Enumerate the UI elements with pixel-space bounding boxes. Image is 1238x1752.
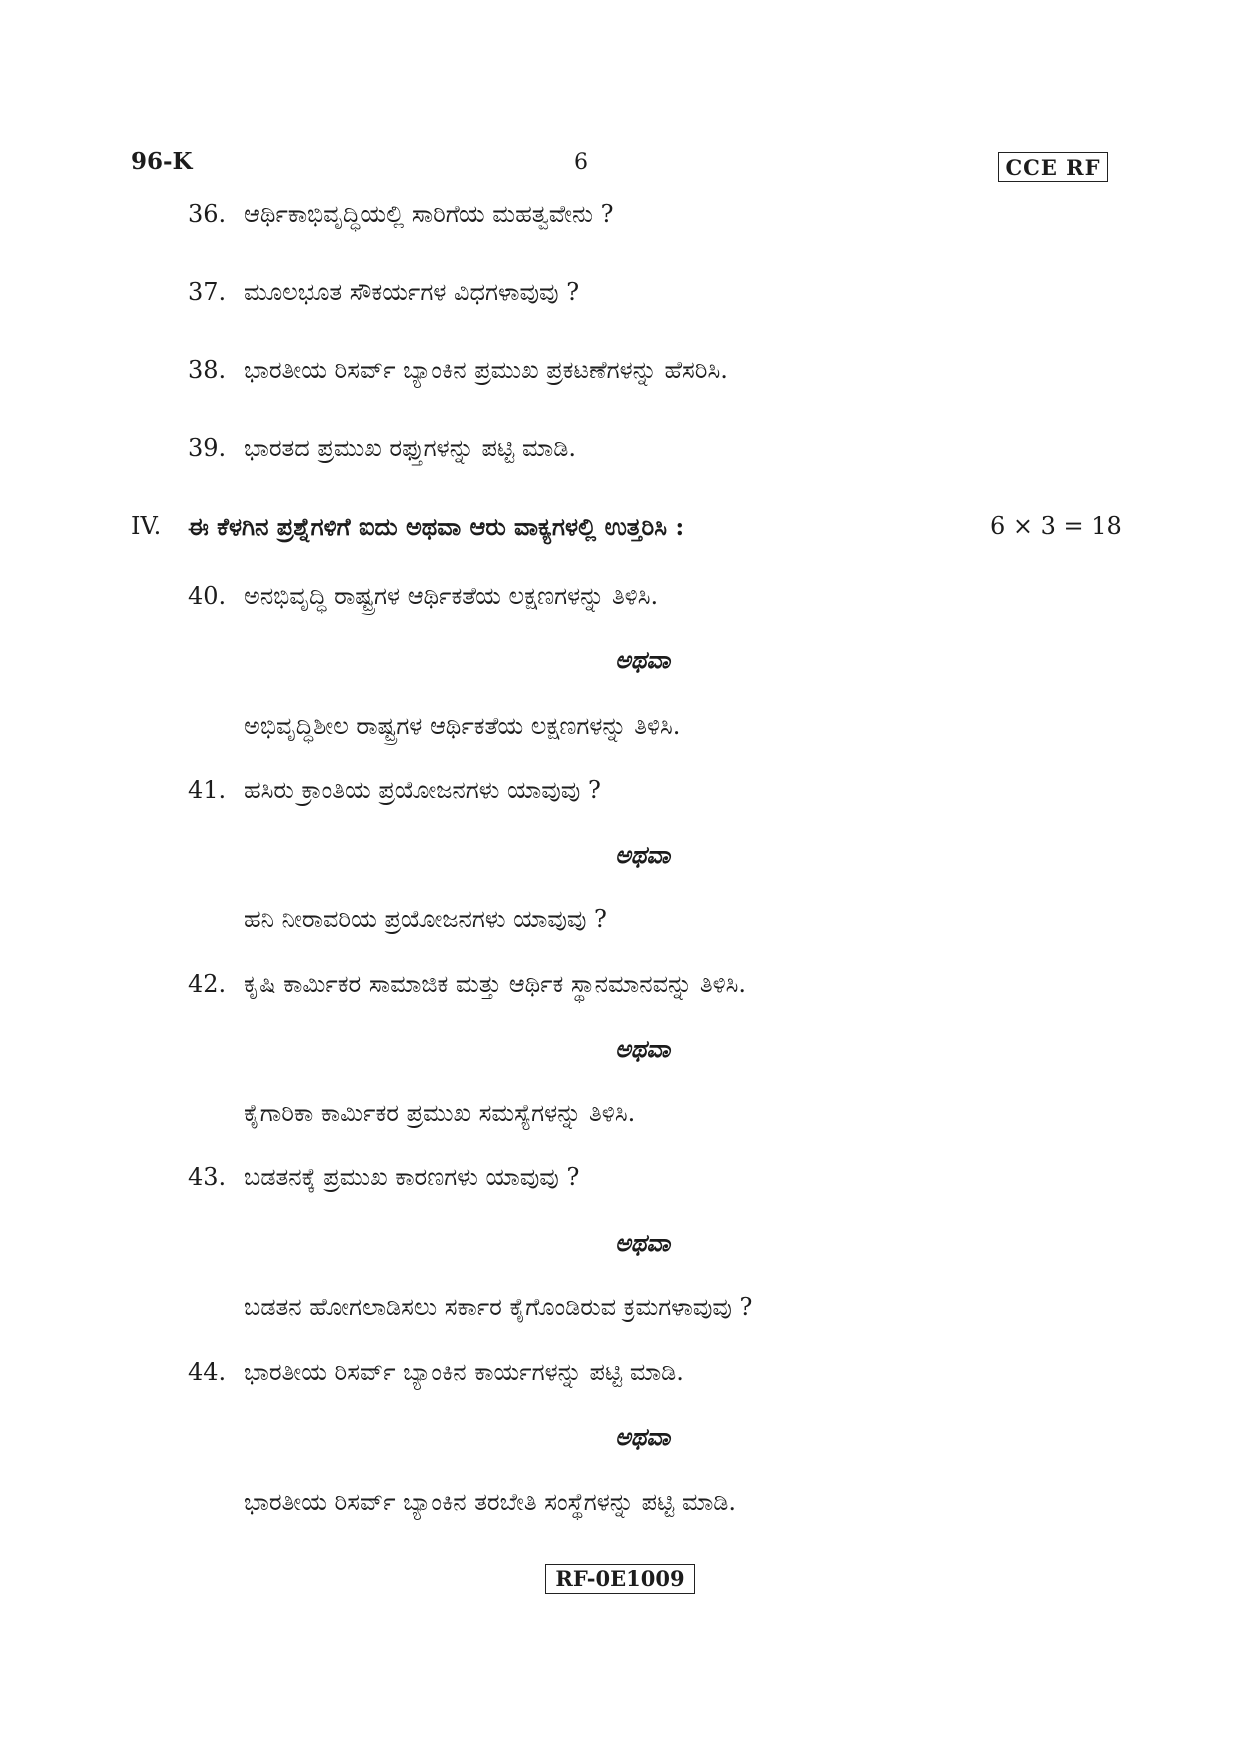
question-alt-text: ಭಾರತೀಯ ರಿಸರ್ವ್ ಬ್ಯಾಂಕಿನ ತರಬೇತಿ ಸಂಸ್ಥೆಗಳನ್ನು ಪಟ್ಟಿ ಮಾಡಿ. xyxy=(244,1488,737,1516)
or-label: ಅಥವಾ xyxy=(615,1034,671,1063)
code-box: CCE RF xyxy=(998,152,1108,182)
question-text: ಭಾರತದ ಪ್ರಮುಖ ರಫ್ತುಗಳನ್ನು ಪಟ್ಟಿ ಮಾಡಿ. xyxy=(244,434,576,462)
section-title: ಈ ಕೆಳಗಿನ ಪ್ರಶ್ನೆಗಳಿಗೆ ಐದು ಅಥವಾ ಆರು ವಾಕ್ಯಗಳಲ್ಲಿ ಉತ್ತರಿಸಿ : xyxy=(188,512,685,541)
question-text: ಬಡತನಕ್ಕೆ ಪ್ರಮುಖ ಕಾರಣಗಳು ಯಾವುವು ? xyxy=(244,1163,580,1191)
question-text: ಹಸಿರು ಕ್ರಾಂತಿಯ ಪ್ರಯೋಜನಗಳು ಯಾವುವು ? xyxy=(244,776,601,804)
question-number: 43. xyxy=(188,1163,227,1191)
question-text: ಕೃಷಿ ಕಾರ್ಮಿಕರ ಸಾಮಾಜಿಕ ಮತ್ತು ಆರ್ಥಿಕ ಸ್ಥಾನಮಾನವನ್ನು ತಿಳಿಸಿ. xyxy=(244,970,747,998)
or-label: ಅಥವಾ xyxy=(615,840,671,869)
question-alt-text: ಬಡತನ ಹೋಗಲಾಡಿಸಲು ಸರ್ಕಾರ ಕೈಗೊಂಡಿರುವ ಕ್ರಮಗಳಾವುವು ? xyxy=(244,1293,753,1321)
question-number: 41. xyxy=(188,776,227,804)
question-number: 42. xyxy=(188,970,227,998)
section-number: IV. xyxy=(131,512,162,540)
question-text: ಮೂಲಭೂತ ಸೌಕರ್ಯಗಳ ವಿಧಗಳಾವುವು ? xyxy=(244,278,580,306)
question-number: 37. xyxy=(188,278,227,306)
question-number: 39. xyxy=(188,434,227,462)
page-number: 6 xyxy=(574,150,588,175)
question-number: 38. xyxy=(188,356,227,384)
question-alt-text: ಕೈಗಾರಿಕಾ ಕಾರ್ಮಿಕರ ಪ್ರಮುಖ ಸಮಸ್ಯೆಗಳನ್ನು ತಿಳಿಸಿ. xyxy=(244,1099,636,1127)
or-label: ಅಥವಾ xyxy=(615,1422,671,1451)
or-label: ಅಥವಾ xyxy=(615,645,671,674)
question-text: ಅನಭಿವೃದ್ಧಿ ರಾಷ್ಟ್ರಗಳ ಆರ್ಥಿಕತೆಯ ಲಕ್ಷಣಗಳನ್ನು ತಿಳಿಸಿ. xyxy=(244,582,659,610)
question-number: 36. xyxy=(188,200,227,228)
question-alt-text: ಹನಿ ನೀರಾವರಿಯ ಪ್ರಯೋಜನಗಳು ಯಾವುವು ? xyxy=(244,905,607,933)
footer-code: RF-0E1009 xyxy=(545,1564,695,1594)
question-text: ಆರ್ಥಿಕಾಭಿವೃದ್ಧಿಯಲ್ಲಿ ಸಾರಿಗೆಯ ಮಹತ್ವವೇನು ? xyxy=(244,200,614,228)
question-text: ಭಾರತೀಯ ರಿಸರ್ವ್ ಬ್ಯಾಂಕಿನ ಪ್ರಮುಖ ಪ್ರಕಟಣೆಗಳನ್ನು ಹೆಸರಿಸಿ. xyxy=(244,356,728,384)
question-text: ಭಾರತೀಯ ರಿಸರ್ವ್ ಬ್ಯಾಂಕಿನ ಕಾರ್ಯಗಳನ್ನು ಪಟ್ಟಿ ಮಾಡಿ. xyxy=(244,1358,684,1386)
or-label: ಅಥವಾ xyxy=(615,1228,671,1257)
section-marks: 6 × 3 = 18 xyxy=(990,512,1122,540)
question-alt-text: ಅಭಿವೃದ್ಧಿಶೀಲ ರಾಷ್ಟ್ರಗಳ ಆರ್ಥಿಕತೆಯ ಲಕ್ಷಣಗಳನ್ನು ತಿಳಿಸಿ. xyxy=(244,712,681,740)
question-number: 44. xyxy=(188,1358,227,1386)
paper-code: 96-K xyxy=(131,148,193,175)
question-number: 40. xyxy=(188,582,227,610)
